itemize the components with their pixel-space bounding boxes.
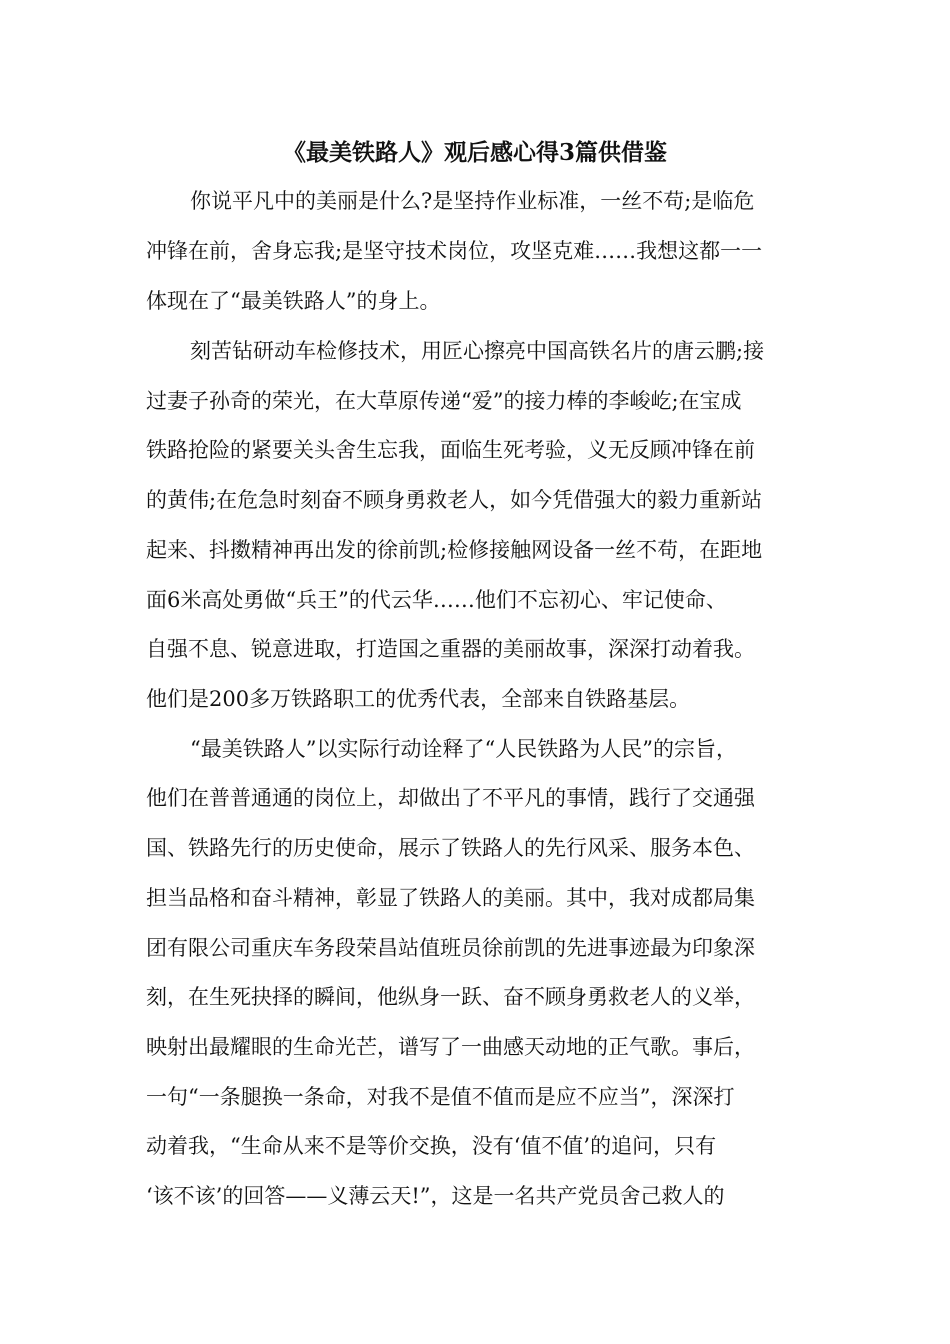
document-title: 《最美铁路人》观后感心得3篇供借鉴 — [282, 139, 667, 166]
paragraph-3-line-1: “最美铁路人”以实际行动诠释了“人民铁路为人民”的宗旨， — [190, 737, 737, 761]
paragraph-3-line-9: 动着我，“生命从来不是等价交换，没有‘值不值’的追问，只有 — [146, 1134, 717, 1158]
paragraph-2-line-5: 起来、抖擞精神再出发的徐前凯;检修接触网设备一丝不苟，在距地 — [146, 538, 763, 562]
paragraph-2-line-2: 过妻子孙奇的荣光，在大草原传递“爱”的接力棒的李峻屹;在宝成 — [146, 389, 742, 413]
paragraph-2-line-6: 面6米高处勇做“兵王”的代云华……他们不忘初心、牢记使命、 — [146, 588, 727, 612]
paragraph-3-line-8: 一句“一条腿换一条命，对我不是值不值而是应不应当”，深深打 — [146, 1085, 735, 1109]
paragraph-3-line-7: 映射出最耀眼的生命光芒，谱写了一曲感天动地的正气歌。事后， — [146, 1035, 755, 1059]
paragraph-3-line-2: 他们在普普通通的岗位上，却做出了不平凡的事情，践行了交通强 — [146, 786, 755, 810]
paragraph-3-line-10: ‘该不该’的回答——义薄云天!”，这是一名共产党员舍己救人的 — [146, 1184, 725, 1208]
paragraph-2-line-7: 自强不息、锐意进取，打造国之重器的美丽故事，深深打动着我。 — [146, 637, 755, 661]
paragraph-1-line-3: 体现在了“最美铁路人”的身上。 — [146, 289, 441, 313]
paragraph-1-line-1: 你说平凡中的美丽是什么?是坚持作业标准，一丝不苟;是临危 — [190, 189, 755, 213]
paragraph-2-line-3: 铁路抢险的紧要关头舍生忘我，面临生死考验，义无反顾冲锋在前 — [146, 438, 755, 462]
paragraph-1-line-2: 冲锋在前，舍身忘我;是坚守技术岗位，攻坚克难……我想这都一一 — [146, 239, 763, 263]
paragraph-3-line-3: 国、铁路先行的历史使命，展示了铁路人的先行风采、服务本色、 — [146, 836, 755, 860]
paragraph-2-line-4: 的黄伟;在危急时刻奋不顾身勇救老人，如今凭借强大的毅力重新站 — [146, 488, 763, 512]
paragraph-2-line-1: 刻苦钻研动车检修技术，用匠心擦亮中国高铁名片的唐云鹏;接 — [190, 339, 765, 363]
paragraph-3-line-6: 刻，在生死抉择的瞬间，他纵身一跃、奋不顾身勇救老人的义举， — [146, 985, 755, 1009]
paragraph-2-line-8: 他们是200多万铁路职工的优秀代表，全部来自铁路基层。 — [146, 687, 691, 711]
paragraph-3-line-4: 担当品格和奋斗精神，彰显了铁路人的美丽。其中，我对成都局集 — [146, 886, 755, 910]
paragraph-3-line-5: 团有限公司重庆车务段荣昌站值班员徐前凯的先进事迹最为印象深 — [146, 936, 755, 960]
